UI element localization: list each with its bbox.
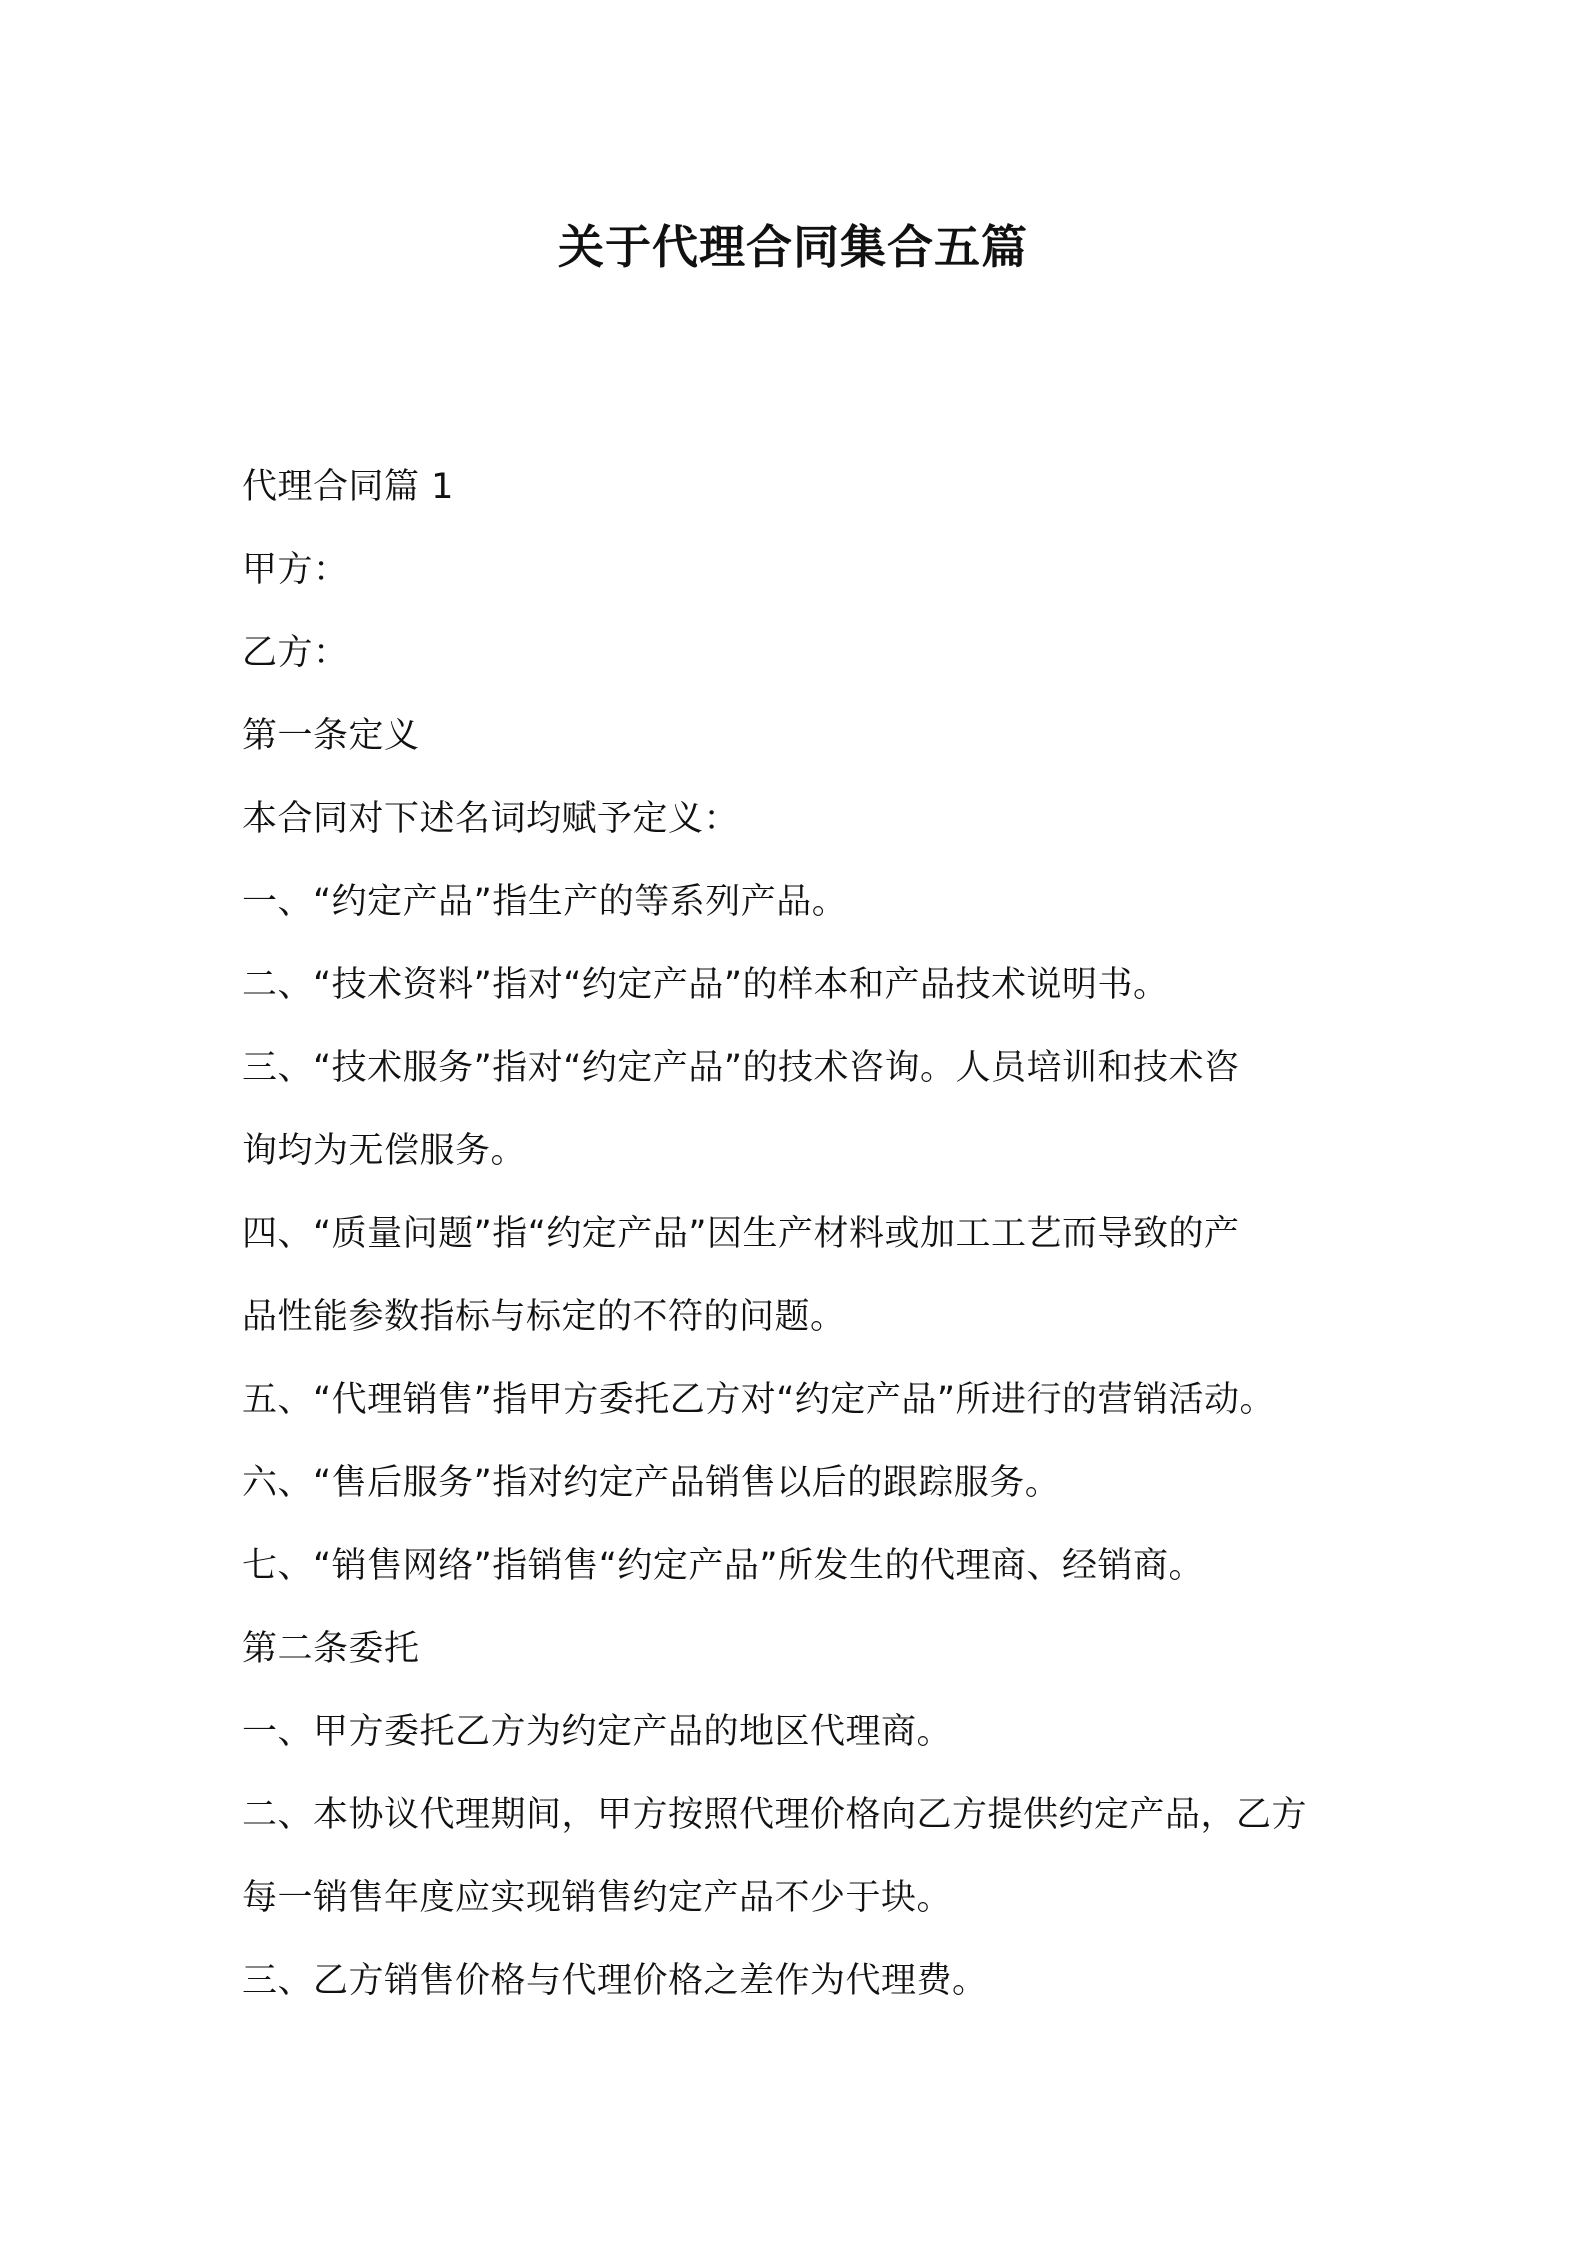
document-body bbox=[242, 446, 1372, 2023]
article-heading: 第一条定义 bbox=[242, 716, 420, 756]
party-b-label: 乙方： bbox=[242, 633, 349, 673]
paragraph-line: 品性能参数指标与标定的不符的问题。 bbox=[242, 1297, 846, 1337]
paragraph-line: 二、本协议代理期间，甲方按照代理价格向乙方提供约定产品，乙方 bbox=[242, 1795, 1308, 1835]
party-a-label: 甲方： bbox=[242, 550, 349, 590]
paragraph-line: 本合同对下述名词均赋予定义： bbox=[242, 799, 740, 839]
article-heading: 第二条委托 bbox=[242, 1629, 420, 1669]
paragraph-line: 询均为无偿服务。 bbox=[242, 1131, 527, 1171]
paragraph-line: 三、乙方销售价格与代理价格之差作为代理费。 bbox=[242, 1961, 988, 2001]
paragraph-line: 七、“销售网络”指销售“约定产品”所发生的代理商、经销商。 bbox=[242, 1546, 1205, 1586]
paragraph-line: 每一销售年度应实现销售约定产品不少于块。 bbox=[242, 1878, 953, 1918]
paragraph-line: 一、“约定产品”指生产的等系列产品。 bbox=[242, 882, 848, 922]
paragraph-line: 三、“技术服务”指对“约定产品”的技术咨询。人员培训和技术咨 bbox=[242, 1048, 1240, 1088]
section-heading: 代理合同篇 1 bbox=[242, 467, 454, 507]
document-title: 关于代理合同集合五篇 bbox=[558, 220, 1028, 274]
paragraph-line: 一、甲方委托乙方为约定产品的地区代理商。 bbox=[242, 1712, 953, 1752]
paragraph-line: 六、“售后服务”指对约定产品销售以后的跟踪服务。 bbox=[242, 1463, 1061, 1503]
paragraph-line: 五、“代理销售”指甲方委托乙方对“约定产品”所进行的营销活动。 bbox=[242, 1380, 1276, 1420]
paragraph-line: 二、“技术资料”指对“约定产品”的样本和产品技术说明书。 bbox=[242, 965, 1169, 1005]
paragraph-line: 四、“质量问题”指“约定产品”因生产材料或加工工艺而导致的产 bbox=[242, 1214, 1240, 1254]
